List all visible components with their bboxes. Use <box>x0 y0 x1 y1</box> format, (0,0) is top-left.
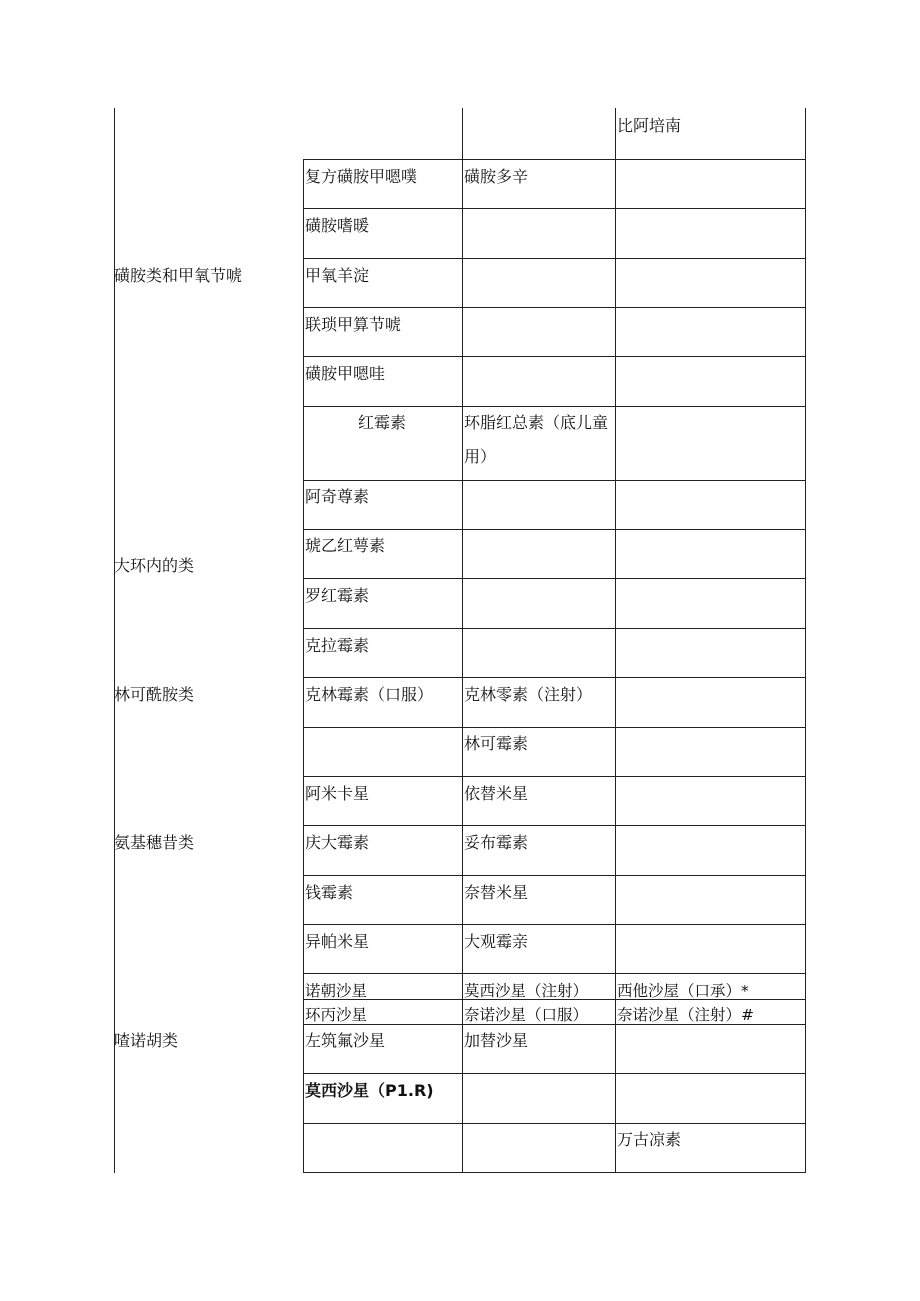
category-sulfa: 磺胺类和甲氧节唬 <box>114 266 243 285</box>
rule-row <box>303 159 806 160</box>
rule-row <box>303 628 806 629</box>
rule-row <box>303 529 806 530</box>
drug-cell: 诺朝沙星 <box>305 982 368 1000</box>
drug-cell: 磺胺甲嗯哇 <box>305 364 386 383</box>
category-lincosamide: 林可酰胺类 <box>114 685 195 704</box>
drug-cell: 环丙沙星 <box>305 1006 368 1024</box>
rule-col3-right <box>805 108 806 1173</box>
drug-cell: 异帕米星 <box>305 932 370 951</box>
drug-cell: 万古凉素 <box>617 1130 682 1149</box>
drug-cell: 克拉霉素 <box>305 636 370 655</box>
drug-cell: 莫西沙星（P1.R) <box>305 1081 434 1100</box>
rule-row <box>303 973 806 974</box>
rule-row <box>303 677 806 678</box>
drug-cell: 阿奇尊素 <box>305 487 370 506</box>
drug-cell: 妥布霉素 <box>464 833 529 852</box>
drug-cell: 奈替米星 <box>464 883 529 902</box>
rule-row <box>303 578 806 579</box>
drug-cell: 联琐甲算节唬 <box>305 315 402 334</box>
drug-cell: 克林霉素（口服） <box>305 685 434 704</box>
drug-cell: 环脂红总素（底儿童用） <box>464 413 609 466</box>
rule-col3-left <box>615 108 616 1173</box>
drug-cell: 磺胺嗜暖 <box>305 216 370 235</box>
drug-cell: 阿米卡星 <box>305 784 370 803</box>
drug-cell: 林可霉素 <box>464 734 529 753</box>
drug-cell: 磺胺多辛 <box>464 167 529 186</box>
rule-col1-left <box>303 159 304 1173</box>
drug-cell: 甲氧羊淀 <box>305 266 370 285</box>
drug-cell: 庆大霉素 <box>305 833 370 852</box>
drug-cell: 克林零素（注射） <box>464 685 593 704</box>
rule-row <box>303 825 806 826</box>
rule-row <box>303 875 806 876</box>
drug-cell: 红霉素 <box>358 413 407 432</box>
category-aminoglycoside: 氨基穗昔类 <box>114 833 195 852</box>
rule-row <box>303 356 806 357</box>
rule-row <box>303 727 806 728</box>
rule-row <box>303 307 806 308</box>
rule-row <box>303 480 806 481</box>
drug-cell: 左筑氟沙星 <box>305 1031 386 1050</box>
rule-row <box>303 1024 806 1025</box>
drug-cell: 琥乙红萼素 <box>305 536 386 555</box>
rule-row <box>303 1073 806 1074</box>
drug-cell: 加替沙星 <box>464 1031 529 1050</box>
drug-cell: 比阿培南 <box>617 116 682 135</box>
drug-cell: 大观霉亲 <box>464 932 529 951</box>
drug-cell: 钱霉素 <box>305 883 354 902</box>
rule-row <box>303 776 806 777</box>
drug-cell: 依替米星 <box>464 784 529 803</box>
drug-cell: 莫西沙星（注射） <box>464 982 589 1000</box>
rule-row <box>303 924 806 925</box>
drug-cell: 奈诺沙星（注射）# <box>617 1006 754 1024</box>
category-quinolone: 喳诺胡类 <box>114 1031 179 1050</box>
drug-cell: 奈诺沙星（口服） <box>464 1006 589 1024</box>
rule-col2-left <box>462 108 463 1173</box>
drug-cell: 罗红霉素 <box>305 586 370 605</box>
rule-row <box>303 208 806 209</box>
drug-cell: 复方磺胺甲嗯噗 <box>305 167 418 186</box>
category-macrolide: 大环内的类 <box>114 556 195 575</box>
drug-cell: 西他沙屋（口承）* <box>617 982 749 1000</box>
rule-row <box>303 258 806 259</box>
rule-row-bottom <box>303 1172 806 1173</box>
rule-row <box>303 1123 806 1124</box>
